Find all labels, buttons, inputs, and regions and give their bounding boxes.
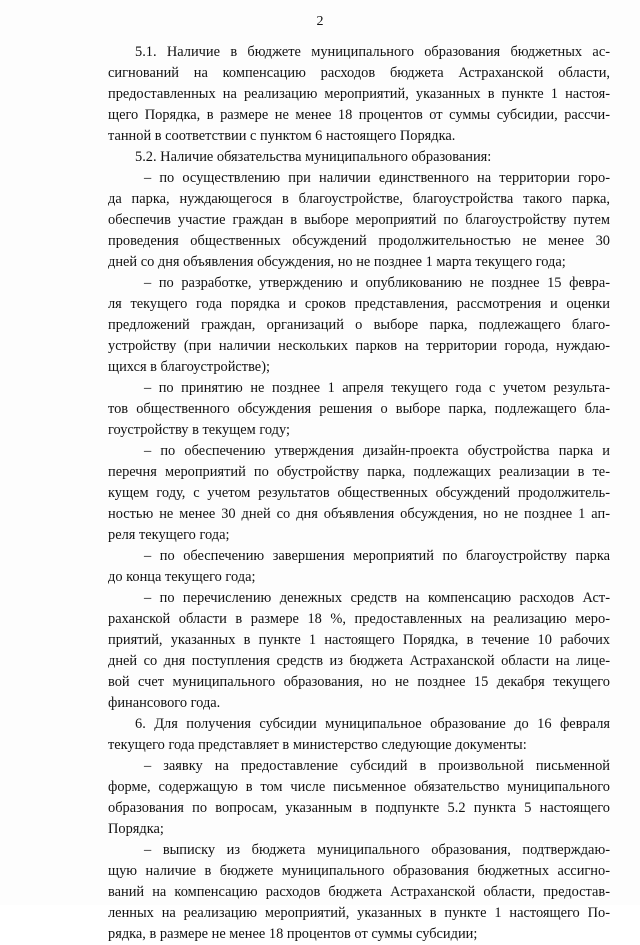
text-line: сигнований на компенсацию расходов бюджета Астраханской области, xyxy=(108,65,610,81)
text-line: ленных на реализацию мероприятий, указанных в пункте 1 настоящего По- xyxy=(108,905,610,921)
text-line: да парка, нуждающегося в благоустройстве, благоустройства такого парка, xyxy=(108,191,610,207)
text-line: дней со дня поступления средств из бюджета Астраханской области на лице- xyxy=(108,653,610,669)
text-line: вой счет муниципального образования, но не позднее 15 декабря текущего xyxy=(108,674,610,690)
text-line: щихся в благоустройстве); xyxy=(108,359,270,375)
text-line: приятий, указанных в пункте 1 настоящего Порядка, в течение 10 рабочих xyxy=(108,632,610,648)
text-line: предложений граждан, организаций о выборе парка, подлежащего благо- xyxy=(108,317,610,333)
text-line: гоустройству в текущем году; xyxy=(108,422,290,438)
text-line: перечня мероприятий по обустройству парка, подлежащих реализации в те- xyxy=(108,464,610,480)
text-line: – заявку на предоставление субсидий в произвольной письменной xyxy=(144,758,610,774)
text-line: раханской области в размере 18 %, предоставленных на реализацию меро- xyxy=(108,611,610,627)
text-line: ваний на компенсацию расходов бюджета Астраханской области, предостав- xyxy=(108,884,610,900)
text-line: – выписку из бюджета муниципального образования, подтверждаю- xyxy=(144,842,610,858)
text-line: обеспечив участие граждан в выборе мероприятий по благоустройству путем xyxy=(108,212,610,228)
text-line: рядка, в размере не менее 18 процентов от суммы субсидии; xyxy=(108,926,478,942)
text-line: образования по вопросам, указанным в подпункте 5.2 пункта 5 настоящего xyxy=(108,800,610,816)
text-line: текущего года представляет в министерство следующие документы: xyxy=(108,737,527,753)
text-line: устройству (при наличии нескольких парков на территории города, нуждаю- xyxy=(108,338,610,354)
text-line: 5.1. Наличие в бюджете муниципального образования бюджетных ас- xyxy=(135,44,610,60)
text-line: Порядка; xyxy=(108,821,164,837)
page-number: 2 xyxy=(316,14,324,29)
text-line: – по обеспечению утверждения дизайн-проекта обустройства парка и xyxy=(144,443,610,459)
text-line: 5.2. Наличие обязательства муниципального образования: xyxy=(135,149,492,165)
text-line: предоставленных на реализацию мероприятий, указанных в пункте 1 настоя- xyxy=(108,86,610,102)
text-line: – по разработке, утверждению и опубликованию не позднее 15 февра- xyxy=(144,275,610,291)
text-line: ля текущего года порядка и сроков представления, рассмотрения и оценки xyxy=(108,296,610,312)
text-line: дней со дня объявления обсуждения, но не позднее 1 марта текущего года; xyxy=(108,254,566,270)
text-line: ностью не менее 30 дней со дня объявления обсуждения, но не позднее 1 ап- xyxy=(108,506,610,522)
text-line: до конца текущего года; xyxy=(108,569,256,585)
text-line: 6. Для получения субсидии муниципальное образование до 16 февраля xyxy=(135,716,610,732)
text-line: – по перечислению денежных средств на компенсацию расходов Аст- xyxy=(144,590,610,606)
text-line: – по осуществлению при наличии единственного на территории горо- xyxy=(144,170,610,186)
text-line: щего Порядка, в размере не менее 18 процентов от суммы субсидии, рассчи- xyxy=(108,107,610,123)
text-line: танной в соответствии с пунктом 6 настоящего Порядка. xyxy=(108,128,456,144)
text-line: реля текущего года; xyxy=(108,527,230,543)
text-line: – по обеспечению завершения мероприятий по благоустройству парка xyxy=(144,548,610,564)
text-line: кущем году, с учетом результатов общественных обсуждений продолжитель- xyxy=(108,485,610,501)
text-line: финансового года. xyxy=(108,695,221,711)
text-line: щую наличие в бюджете муниципального образования бюджетных ассигно- xyxy=(108,863,610,879)
text-line: – по принятию не позднее 1 апреля текущего года с учетом результа- xyxy=(144,380,610,396)
text-line: тов общественного обсуждения решения о выборе парка, подлежащего бла- xyxy=(108,401,610,417)
document-body xyxy=(108,42,610,945)
text-line: проведения общественных обсуждений продолжительностью не менее 30 xyxy=(108,233,610,249)
text-line: форме, содержащую в том числе письменное обязательство муниципального xyxy=(108,779,610,795)
